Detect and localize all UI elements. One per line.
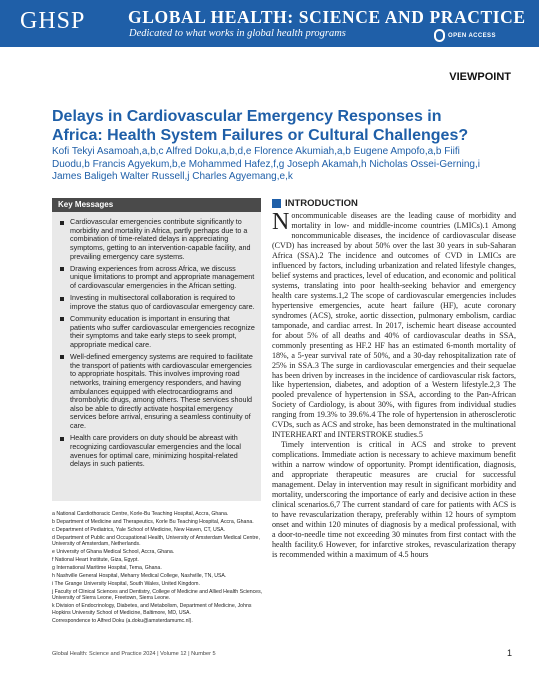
affiliation-item: h Nashville General Hospital, Meharry Medical College, Nashville, TN, USA.: [52, 572, 227, 579]
author-list: Kofi Tekyi Asamoah,a,b,c Alfred Doku,a,b,d,e Florence Akumiah,a,b Eugene Ampofo,a,b Fiifi Duodu,b Francis Agyekum,b,e Mohammed Hafez,f,g Joseph Akamah,h Nicholas Ossei-Gerning,i James Baligeh Walter Russell,j Charles Agyemang,e,k: [52, 146, 480, 182]
key-message-item: Drawing experiences from across Africa, we discuss unique limitations to prompt and appropriate management of cardiovascular emergencies in the African setting.: [58, 265, 255, 291]
key-messages-box: [52, 198, 261, 501]
journal-title: GLOBAL HEALTH: SCIENCE AND PRACTICE: [128, 7, 526, 27]
introduction-heading: [272, 198, 358, 209]
affiliation-item: f National Heart Institute, Giza, Egypt.: [52, 557, 139, 564]
affiliation-item: j Faculty of Clinical Sciences and Dentistry, College of Medicine and Allied Health Sciences, University of Sierra Leone, Freetown, Sierra Leone.: [52, 588, 263, 602]
open-access-icon: [434, 29, 445, 42]
journal-tagline: Dedicated to what works in global health programs: [129, 28, 346, 39]
affiliation-item: g International Maritime Hospital, Tema, Ghana.: [52, 564, 162, 571]
journal-logo: GHSP: [20, 8, 86, 34]
footer-citation: Global Health: Science and Practice 2024 | Volume 12 | Number 5: [52, 651, 216, 657]
key-message-item: Cardiovascular emergencies contribute significantly to morbidity and mortality in Africa, partly perhaps due to a combination of time-related delays in appreciating symptoms, getting to an intervention-capable facility, and prevailing emergency care systems.: [58, 218, 255, 261]
page-number: 1: [506, 648, 512, 658]
drop-cap: N: [272, 209, 290, 235]
affiliation-item: e University of Ghana Medical School, Accra, Ghana.: [52, 549, 175, 556]
article-title: Delays in Cardiovascular Emergency Responses in Africa: Health System Failures or Cultural Challenges?: [52, 108, 469, 145]
key-message-item: Health care providers on duty should be abreast with recognizing cardiovascular emergencies and the local avenues for optimal care, minimizing hospital-related delays in such patients.: [58, 434, 255, 469]
key-message-item: Well-defined emergency systems are required to facilitate the transport of patients with cardiovascular emergencies to appropriate hospitals. This involves improving road networks, training emergency responders, and having ambulances equipped with electrocardiograms and thrombolytic drugs, among others. These services should also be able to directly activate hospital emergency services before arrival, ensuring a seamless continuity of care.: [58, 353, 255, 431]
affiliation-item: b Department of Medicine and Therapeutics, Korle Bu Teaching Hospital, Accra, Ghana.: [52, 518, 254, 525]
affiliation-item: a National Cardiothoracic Centre, Korle-Bu Teaching Hospital, Accra, Ghana.: [52, 511, 229, 517]
affiliations: [52, 511, 264, 625]
paragraph-text: oncommunicable diseases are the leading cause of morbidity and mortality in low- and middle-income countries (LMICs).1 Among noncommunicable diseases, the incidence of cardiovascular disease (CVD) has increased by about 50% over the last 30 years in sub-Saharan Africa (SSA).2 The incidence and outcomes of CVD in LMICs are influenced by factors, including urbanization and related lifestyle changes, belief systems and practices, level of education, and economic and political systems, translating into poor health-seeking behavior and emergency health care systems.1,2 The scope of cardiovascular emergencies includes hypertensive emergencies, acute heart failure (HF), acute coronary syndromes (ACS), stroke, aortic dissection, pulmonary embolism, cardiac tamponade, and cardiac arrest. In 2017, ischemic heart disease accounted for about 5% of all deaths and 40% of cardiovascular deaths in SSA, commonly presenting as HF.2 HF has an estimated 6-month mortality of 18%, a 5-year survival rate of 50%, and a 30-day rehospitalization rate of 25% in SSA.3 The surge in cardiovascular emergencies and their sequelae has been driven by increases in the incidence of cardiovascular risk factors, like hypertension, diabetes, and adoption of a Western lifestyle.2,3 The pooled prevalence of hypertension in SSA, according to the Pan-African Society of Cardiology, is about 30%, with figures from individual studies ranging from 19.3% to 39.6%.4 The role of hypertension in atherosclerotic CVDs, such as ACS and stroke, has been demonstrated in the multinational INTERHEART and INTERSTROKE studies.5: [272, 211, 516, 440]
body-paragraph: Timely intervention is critical in ACS and stroke to prevent complications. Immediate action is necessary to achieve maximum benefit within a narrow window of opportunity. Prompt identification, diagnosis, and appropriate therapeutic measures are crucial for successful management. Delay in intervention may result in significant morbidity and mortality, underscoring the importance of early and decisive action in these clinical scenarios.6,7 The current standard of care for patients with ACS is to have revascularization therapy, preferably within 12 hours of symptom onset and within 120 minutes of diagnosis by a medical professional, with a door-to-needle time not exceeding 30 minutes from first contact with the health facility.6 However, for infarctive strokes, revascularization therapy is recommended within a maximum of 4.5 hours: [272, 440, 516, 559]
key-message-item: Community education is important in ensuring that patients who suffer cardiovascular emergencies recognize their symptoms and take early steps to seek prompt, appropriate medical care.: [58, 315, 255, 350]
affiliation-item: i The Grange University Hospital, South Wales, United Kingdom.: [52, 580, 200, 587]
introduction-body: [272, 211, 516, 560]
affiliation-item: k Division of Endocrinology, Diabetes, and Metabolism, Department of Medicine, Johns Hopkins University School of Medicine, Baltimore, MD, USA.: [52, 603, 252, 616]
affiliation-item: c Department of Pediatrics, Yale School of Medicine, New Haven, CT, USA.: [52, 526, 226, 533]
key-messages-list: [52, 212, 261, 469]
key-messages-heading: Key Messages: [52, 198, 261, 212]
open-access-badge: [434, 29, 496, 42]
affiliation-item: d Department of Public and Occupational Health, University of Amsterdam Medical Centre, University of Amsterdam, Netherlands.: [52, 534, 260, 548]
journal-banner: [0, 0, 539, 47]
section-label: VIEWPOINT: [449, 71, 511, 83]
body-paragraph: [272, 211, 516, 440]
section-square-icon: [272, 199, 281, 208]
correspondence: Correspondence to Alfred Doku (a.doku@amsterdamumc.nl).: [52, 617, 193, 624]
open-access-label: OPEN ACCESS: [448, 32, 496, 39]
introduction-heading-label: INTRODUCTION: [285, 198, 358, 209]
key-message-item: Investing in multisectoral collaboration is required to improve the status quo of cardiovascular emergency care.: [58, 294, 255, 311]
